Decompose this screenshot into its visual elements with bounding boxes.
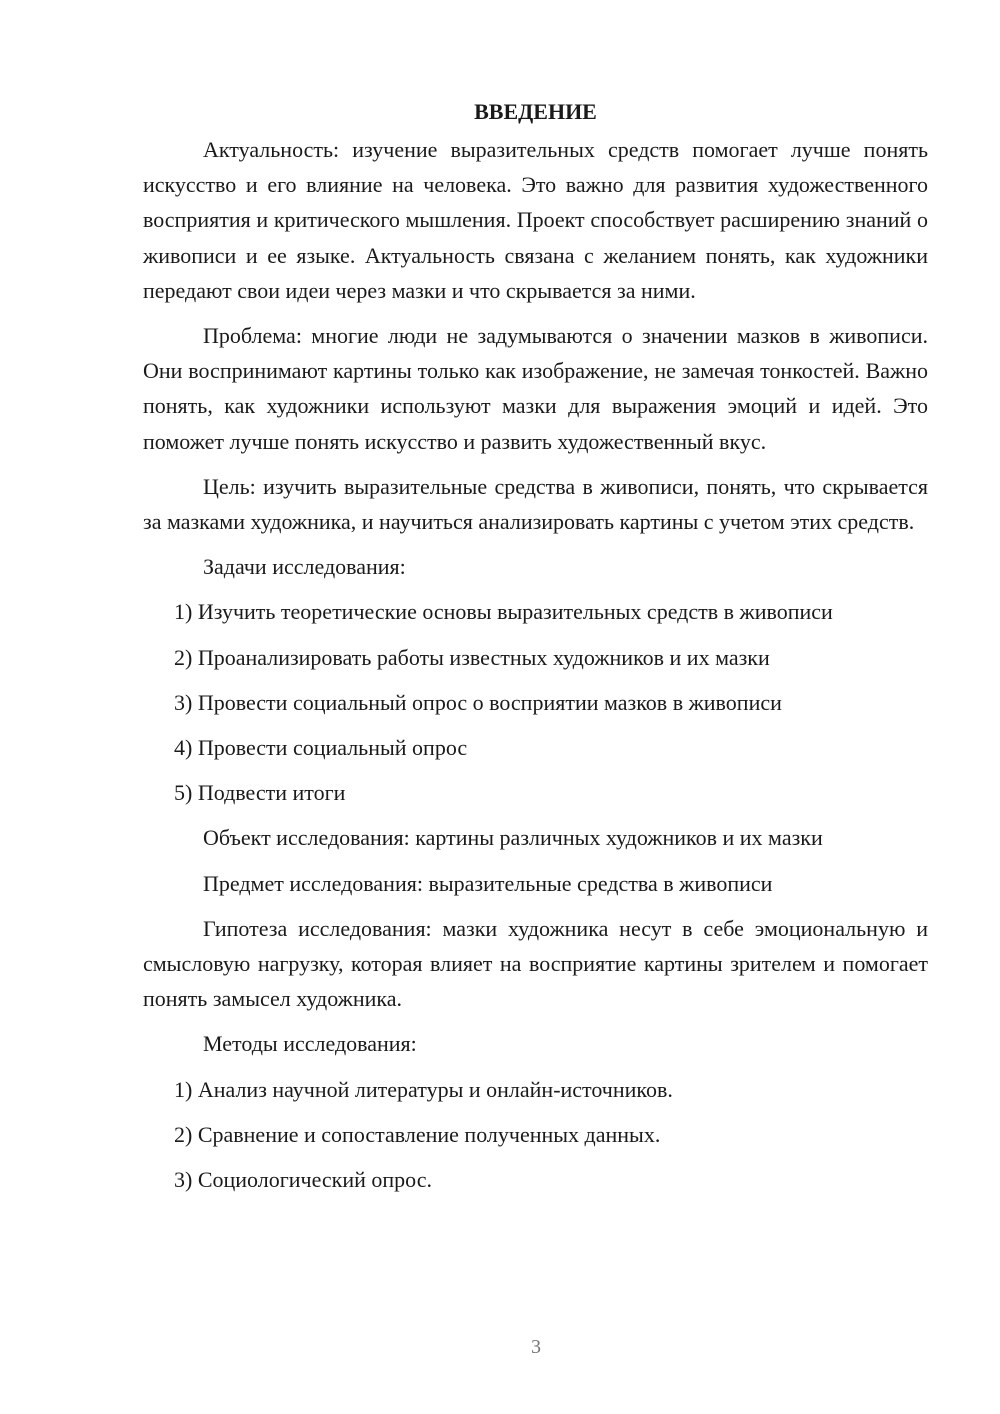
paragraph-subject: Предмет исследования: выразительные средства в живописи: [203, 870, 773, 896]
methods-heading: Методы исследования:: [203, 1031, 417, 1057]
task-item: 1) Изучить теоретические основы выразительных средств в живописи: [174, 599, 833, 625]
paragraph-goal: Цель: изучить выразительные средства в живописи, понять, что скрывается за мазками художника, и научиться анализировать картины с учетом этих средств.: [143, 473, 928, 535]
method-item: 2) Сравнение и сопоставление полученных данных.: [174, 1121, 661, 1147]
tasks-heading: Задачи исследования:: [203, 554, 406, 580]
paragraph-actuality: Актуальность: изучение выразительных средств помогает лучше понять искусство и его влияние на человека. Это важно для развития художественного восприятия и критического мышления. Проект способствует расширению знаний о живописи и ее языке. Актуальность связана с желанием понять, как художники передают свои идеи через мазки и что скрывается за ними.: [143, 137, 928, 303]
task-item: 5) Подвести итоги: [174, 780, 346, 806]
page-number: 3: [531, 1336, 541, 1358]
task-item: 4) Провести социальный опрос: [174, 735, 468, 761]
paragraph-hypothesis: Гипотеза исследования: мазки художника несут в себе эмоциональную и смысловую нагрузку, которая влияет на восприятие картины зрителем и помогает понять замысел художника.: [143, 915, 928, 1012]
paragraph-problem: Проблема: многие люди не задумываются о значении мазков в живописи. Они воспринимают картины только как изображение, не замечая тонкостей. Важно понять, как художники используют мазки для выражения эмоций и идей. Это поможет лучше понять искусство и развить художественный вкус.: [143, 323, 928, 454]
task-item: 2) Проанализировать работы известных художников и их мазки: [174, 644, 770, 670]
method-item: 1) Анализ научной литературы и онлайн-источников.: [174, 1076, 673, 1102]
method-item: 3) Социологический опрос.: [174, 1167, 432, 1193]
section-title: ВВЕДЕНИЕ: [474, 99, 597, 124]
task-item: 3) Провести социальный опрос о восприятии мазков в живописи: [174, 689, 782, 715]
paragraph-object: Объект исследования: картины различных художников и их мазки: [203, 825, 823, 851]
page-content: [143, 94, 928, 1197]
